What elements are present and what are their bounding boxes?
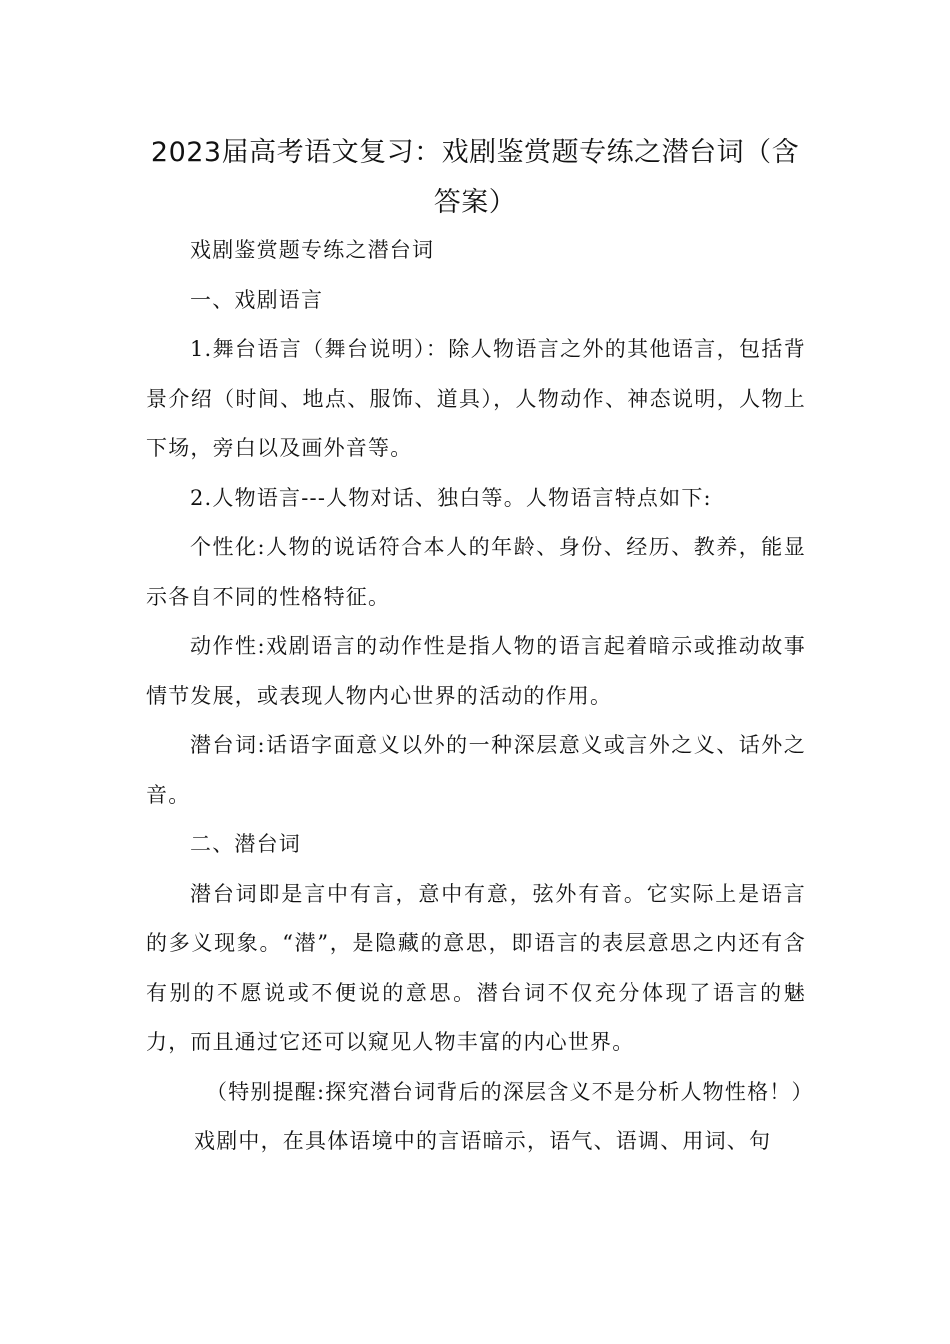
paragraph-subtext-definition: 潜台词:话语字面意义以外的一种深层意义或言外之义、话外之音。 xyxy=(146,733,806,807)
paragraph-section-heading-2: 二、潜台词 xyxy=(190,832,301,856)
paragraph-subtitle: 戏剧鉴赏题专练之潜台词 xyxy=(190,238,435,262)
paragraph-individuality: 个性化:人物的说话符合本人的年龄、身份、经历、教养，能显示各自不同的性格特征。 xyxy=(146,535,806,609)
paragraph-stage-language: 1.舞台语言（舞台说明）：除人物语言之外的其他语言，包括背景介绍（时间、地点、服饰、道具），人物动作、神态说明，人物上下场，旁白以及画外音等。 xyxy=(146,337,806,460)
document-title: 2023届高考语文复习：戏剧鉴赏题专练之潜台词（含答案） xyxy=(150,137,800,218)
paragraph-subtext-explanation: 潜台词即是言中有言，意中有意，弦外有音。它实际上是语言的多义现象。“潜”，是隐藏的意思，即语言的表层意思之内还有含有别的不愿说或不便说的意思。潜台词不仅充分体现了语言的魅力，而且通过它还可以窥见人物丰富的内心世界。 xyxy=(146,881,806,1054)
paragraph-action: 动作性:戏剧语言的动作性是指人物的语言起着暗示或推动故事情节发展，或表现人物内心世界的活动的作用。 xyxy=(146,634,806,708)
paragraph-drama-context: 戏剧中，在具体语境中的言语暗示，语气、语调、用词、句 xyxy=(194,1129,772,1153)
paragraph-character-language: 2.人物语言---人物对话、独白等。人物语言特点如下: xyxy=(190,485,712,510)
document-body xyxy=(146,226,814,1167)
paragraph-special-reminder: （特别提醒:探究潜台词背后的深层含义不是分析人物性格！） xyxy=(206,1079,814,1104)
paragraph-section-heading-1: 一、戏剧语言 xyxy=(190,287,324,312)
